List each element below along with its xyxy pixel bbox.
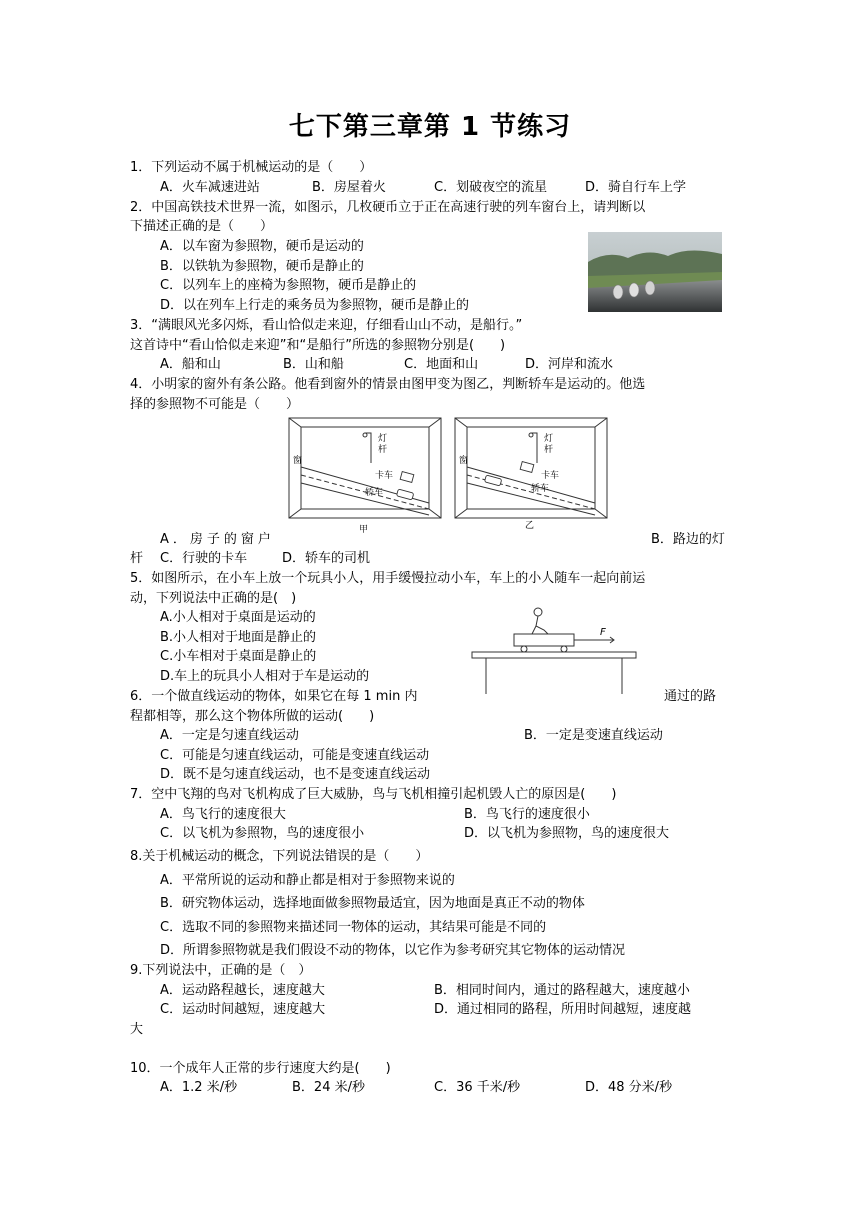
q9-option-c: C．运动时间越短，速度越大 bbox=[160, 1002, 326, 1017]
q8-option-a: A．平常所说的运动和静止都是相对于参照物来说的 bbox=[160, 873, 455, 888]
q2-option-d: D．以在列车上行走的乘务员为参照物，硬币是静止的 bbox=[160, 298, 470, 313]
fig-lamp-label-1-left: 灯 bbox=[378, 434, 388, 444]
q6-option-a: A．一定是匀速直线运动 bbox=[160, 728, 299, 743]
q7-option-c: C．以飞机为参照物，鸟的速度很小 bbox=[160, 826, 365, 841]
q7-option-d: D．以飞机为参照物，鸟的速度很大 bbox=[464, 826, 670, 841]
q5-option-a: A.小人相对于桌面是运动的 bbox=[160, 610, 316, 625]
q8-option-c: C．选取不同的参照物来描述同一物体的运动，其结果可能是不同的 bbox=[160, 920, 547, 935]
q9-option-d: D．通过相同的路程，所用时间越短，速度越 bbox=[434, 1002, 692, 1017]
q7-option-a: A．鸟飞行的速度很大 bbox=[160, 807, 286, 822]
q4-option-c: C．行驶的卡车 bbox=[160, 551, 248, 566]
fig-car-label-left: 轿车 bbox=[365, 488, 384, 498]
q2-option-c: C．以列车上的座椅为参照物，硬币是静止的 bbox=[160, 278, 417, 293]
q10-option-d: D．48 分米/秒 bbox=[585, 1080, 673, 1095]
q3-option-b: B．山和船 bbox=[283, 357, 344, 372]
q4-option-d: D．轿车的司机 bbox=[282, 551, 371, 566]
q9-option-d-cont: 大 bbox=[130, 1022, 144, 1037]
cart-on-table-figure bbox=[470, 604, 638, 694]
q5-option-d: D.车上的玩具小人相对于车是运动的 bbox=[160, 669, 370, 684]
page-title: 七下第三章第 1 节练习 bbox=[288, 112, 572, 142]
q6-stem-line1b: 通过的路 bbox=[664, 689, 717, 704]
q5-option-c: C.小车相对于桌面是静止的 bbox=[160, 649, 317, 664]
fig-lamp-label-2-right: 杆 bbox=[544, 445, 554, 455]
q4-stem-line2: 择的参照物不可能是（ ） bbox=[130, 397, 300, 412]
q3-option-c: C．地面和山 bbox=[404, 357, 479, 372]
fig-caption-left: 甲 bbox=[359, 525, 369, 535]
q1-option-c: C．划破夜空的流星 bbox=[434, 180, 548, 195]
q2-stem-line1: 2．中国高铁技术世界一流，如图示，几枚硬币立于正在高速行驶的列车窗台上，请判断以 bbox=[130, 200, 646, 215]
q10-option-b: B．24 米/秒 bbox=[292, 1080, 365, 1095]
q9-stem: 9.下列说法中，正确的是（ ） bbox=[130, 963, 312, 978]
q4-option-b: B．路边的灯 bbox=[651, 532, 725, 547]
q1-option-d: D．骑自行车上学 bbox=[585, 180, 687, 195]
q9-option-b: B．相同时间内，通过的路程越大，速度越小 bbox=[434, 983, 690, 998]
q1-option-a: A．火车减速进站 bbox=[160, 180, 260, 195]
train-window-coins-photo bbox=[588, 232, 722, 312]
fig-lamp-label-1-right: 灯 bbox=[544, 434, 554, 444]
q1-stem: 1．下列运动不属于机械运动的是（ ） bbox=[130, 160, 373, 175]
q9-option-a: A．运动路程越长，速度越大 bbox=[160, 983, 325, 998]
q6-stem-line1a: 6．一个做直线运动的物体，如果它在每 1 min 内 bbox=[130, 689, 418, 704]
q7-stem: 7．空中飞翔的鸟对飞机构成了巨大威胁，鸟与飞机相撞引起机毁人亡的原因是( ) bbox=[130, 787, 617, 802]
q8-option-d: D．所谓参照物就是我们假设不动的物体，以它作为参考研究其它物体的运动情况 bbox=[160, 943, 626, 958]
q3-stem-line2: 这首诗中“看山恰似走来迎”和“是船行”所选的参照物分别是( ) bbox=[130, 338, 506, 353]
window-scene-figure bbox=[285, 415, 615, 535]
q2-stem-line2: 下描述正确的是（ ） bbox=[130, 219, 274, 234]
fig-caption-right: 乙 bbox=[525, 521, 535, 531]
q4-option-b-cont: 杆 bbox=[130, 551, 144, 566]
fig-truck-label-left: 卡车 bbox=[375, 471, 394, 481]
q6-stem-line2: 程都相等，那么这个物体所做的运动( ) bbox=[130, 709, 375, 724]
q1-option-b: B．房屋着火 bbox=[312, 180, 386, 195]
q7-option-b: B．鸟飞行的速度很小 bbox=[464, 807, 590, 822]
q5-option-b: B.小人相对于地面是静止的 bbox=[160, 630, 317, 645]
q3-option-a: A．船和山 bbox=[160, 357, 221, 372]
q2-option-b: B．以铁轨为参照物，硬币是静止的 bbox=[160, 259, 364, 274]
fig-window-label-left: 窗 bbox=[293, 456, 303, 466]
q2-option-a: A．以车窗为参照物，硬币是运动的 bbox=[160, 239, 364, 254]
q10-option-a: A．1.2 米/秒 bbox=[160, 1080, 238, 1095]
q8-stem: 8.关于机械运动的概念，下列说法错误的是（ ） bbox=[130, 849, 429, 864]
q8-option-b: B．研究物体运动，选择地面做参照物最适宜，因为地面是真正不动的物体 bbox=[160, 896, 585, 911]
q5-stem-line1: 5．如图所示，在小车上放一个玩具小人，用手缓慢拉动小车，车上的小人随车一起向前运 bbox=[130, 571, 646, 586]
q3-stem-line1: 3．“满眼风光多闪烁，看山恰似走来迎，仔细看山山不动，是船行。” bbox=[130, 318, 523, 333]
q10-stem: 10．一个成年人正常的步行速度大约是( ) bbox=[130, 1061, 391, 1076]
q4-stem-line1: 4．小明家的窗外有条公路。他看到窗外的情景由图甲变为图乙，判断轿车是运动的。他选 bbox=[130, 377, 646, 392]
q6-option-b: B．一定是变速直线运动 bbox=[524, 728, 663, 743]
q10-option-c: C．36 千米/秒 bbox=[434, 1080, 521, 1095]
q6-option-d: D．既不是匀速直线运动，也不是变速直线运动 bbox=[160, 767, 431, 782]
force-label: F bbox=[600, 627, 606, 638]
q3-option-d: D．河岸和流水 bbox=[525, 357, 614, 372]
q5-stem-line2: 动，下列说法中正确的是( ) bbox=[130, 591, 297, 606]
q4-option-a: A．房子的窗户 bbox=[160, 532, 275, 547]
fig-truck-label-right: 卡车 bbox=[541, 471, 560, 481]
fig-lamp-label-2-left: 杆 bbox=[378, 445, 388, 455]
fig-window-label-right: 窗 bbox=[459, 456, 469, 466]
q6-option-c: C．可能是匀速直线运动，可能是变速直线运动 bbox=[160, 748, 430, 763]
fig-car-label-right: 轿车 bbox=[531, 484, 550, 494]
